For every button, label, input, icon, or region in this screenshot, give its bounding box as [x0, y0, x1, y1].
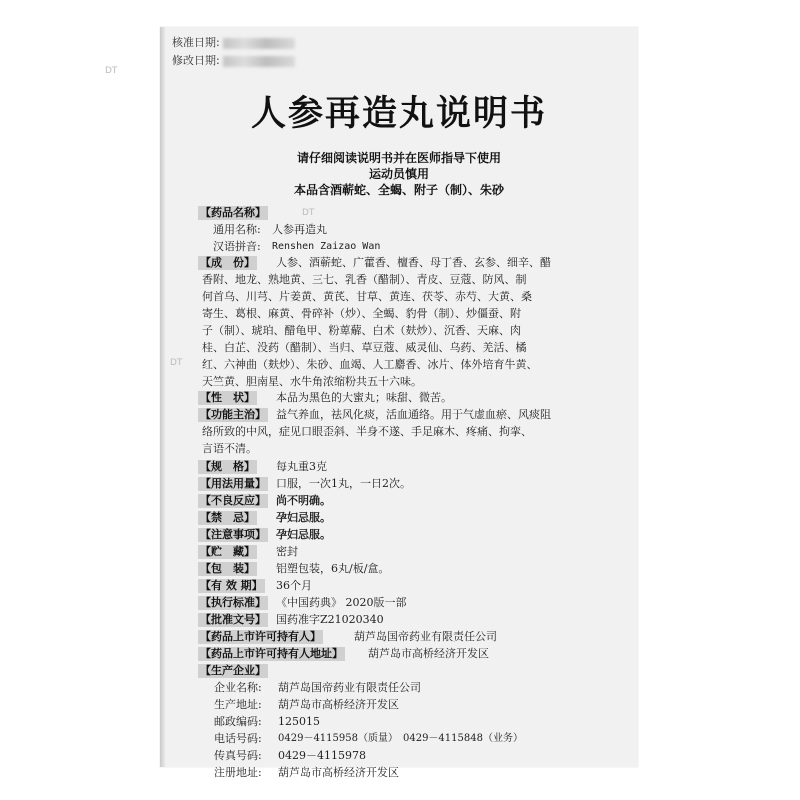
package-text: 铝塑包装，6丸/板/盒。	[276, 562, 390, 575]
approve-date-row	[172, 34, 295, 50]
precautions-text: 孕妇忌服。	[276, 528, 331, 541]
common-name-label: 通用名称:	[213, 223, 261, 236]
standard-text: 《中国药典》 2020版一部	[276, 596, 407, 609]
notice-line: 运动员慎用	[368, 167, 429, 181]
adverse-text: 尚不明确。	[276, 494, 331, 507]
redacted-date	[223, 38, 295, 49]
manufacturer-key: 传真号码:	[214, 749, 262, 762]
approve-date-label: 核准日期:	[172, 36, 220, 49]
pinyin: Renshen Zaizao Wan	[272, 241, 381, 252]
notice-line: 请仔细阅读说明书并在医师指导下使用	[296, 151, 501, 165]
section-label-standard: 【执行标准】	[200, 596, 266, 609]
section-label-taboo: 【禁 忌】	[200, 511, 255, 524]
ingredients-line: 寄生、葛根、麻黄、骨碎补（炒）、全蝎、豹骨（制）、炒僵蚕、附	[202, 307, 521, 320]
usage-text: 口服，一次1丸，一日2次。	[276, 477, 411, 490]
manufacturer-value: 葫芦岛国帝药业有限责任公司	[278, 681, 421, 694]
ingredients-line: 何首乌、川芎、片姜黄、黄芪、甘草、黄连、茯苓、赤芍、大黄、桑	[202, 290, 532, 303]
ingredients-line: 桂、白芷、没药（醋制）、当归、草豆蔻、威灵仙、乌药、羌活、橘	[202, 341, 527, 354]
mah-text: 葫芦岛国帝药业有限责任公司	[354, 630, 497, 643]
section-label-precautions: 【注意事项】	[200, 528, 266, 541]
section-label-mah-address: 【药品上市许可持有人地址】	[200, 647, 343, 660]
section-label-spec: 【规 格】	[200, 460, 255, 473]
manufacturer-value: 0429－4115978	[278, 749, 366, 762]
watermark: DT	[170, 358, 183, 368]
manufacturer-value: 0429－4115958（质量） 0429－4115848（业务）	[278, 733, 523, 744]
manufacturer-value: 葫芦岛市高桥经济开发区	[278, 698, 399, 711]
watermark: DT	[105, 66, 118, 76]
document-title: 人参再造丸说明书	[250, 93, 547, 134]
character-text: 本品为黑色的大蜜丸；味甜、微苦。	[276, 391, 452, 404]
ingredients-line: 天竺黄、胆南星、水牛角浓缩粉共五十六味。	[202, 375, 422, 388]
section-label-manufacturer: 【生产企业】	[200, 664, 266, 677]
section-label-ingredients: 【成 份】	[200, 256, 255, 269]
common-name: 人参再造丸	[272, 223, 327, 236]
manufacturer-value: 125015	[278, 715, 320, 728]
section-label-approval: 【批准文号】	[200, 613, 266, 626]
section-label-drug-name: 【药品名称】	[200, 206, 266, 219]
storage-text: 密封	[276, 545, 298, 558]
manufacturer-key: 电话号码:	[214, 732, 262, 745]
manufacturer-key: 企业名称:	[214, 681, 262, 694]
section-label-mah: 【药品上市许可持有人】	[200, 630, 321, 643]
section-label-usage: 【用法用量】	[200, 477, 266, 490]
mah-address-text: 葫芦岛市高桥经济开发区	[368, 647, 489, 660]
pinyin-label: 汉语拼音:	[213, 240, 261, 253]
ingredients-line: 人参、酒蕲蛇、广藿香、檀香、母丁香、玄参、细辛、醋	[276, 256, 551, 269]
ingredients-line: 红、六神曲（麸炒）、朱砂、血竭、人工麝香、冰片、体外培育牛黄、	[202, 358, 538, 371]
section-label-indications: 【功能主治】	[200, 408, 266, 421]
manufacturer-key: 生产地址:	[214, 698, 262, 711]
manufacturer-key: 邮政编码:	[214, 715, 262, 728]
modify-date-label: 修改日期:	[172, 54, 220, 67]
modify-date-row	[172, 52, 295, 68]
manufacturer-key: 注册地址:	[214, 766, 262, 778]
section-label-package: 【包 装】	[200, 562, 255, 575]
ingredients-line: 子（制）、琥珀、醋龟甲、粉萆薢、白术（麸炒）、沉香、天麻、肉	[202, 324, 521, 337]
indications-line: 络所致的中风，症见口眼歪斜、半身不遂、手足麻木、疼痛、拘挛、	[202, 425, 532, 438]
spec-text: 每丸重3克	[276, 460, 327, 473]
notice-line: 本品含酒蕲蛇、全蝎、附子（制）、朱砂	[293, 183, 504, 197]
indications-line: 益气养血，祛风化痰，活血通络。用于气虚血瘀、风痰阻	[276, 408, 551, 421]
manufacturer-value: 葫芦岛市高桥经济开发区	[278, 766, 399, 778]
approval-text: 国药准字Z21020340	[276, 613, 384, 626]
section-label-validity: 【有 效 期】	[200, 579, 263, 592]
taboo-text: 孕妇忌服。	[276, 511, 331, 524]
section-label-adverse: 【不良反应】	[200, 494, 266, 507]
ingredients-line: 香附、地龙、熟地黄、三七、乳香（醋制）、青皮、豆蔻、防风、制	[202, 273, 527, 286]
section-label-storage: 【贮 藏】	[200, 545, 255, 558]
section-label-character: 【性 状】	[200, 391, 255, 404]
indications-line: 言语不清。	[202, 442, 257, 455]
sheet-edge-shadow	[160, 27, 166, 767]
watermark: DT	[302, 208, 315, 218]
redacted-date	[223, 56, 295, 67]
validity-text: 36个月	[276, 579, 312, 592]
